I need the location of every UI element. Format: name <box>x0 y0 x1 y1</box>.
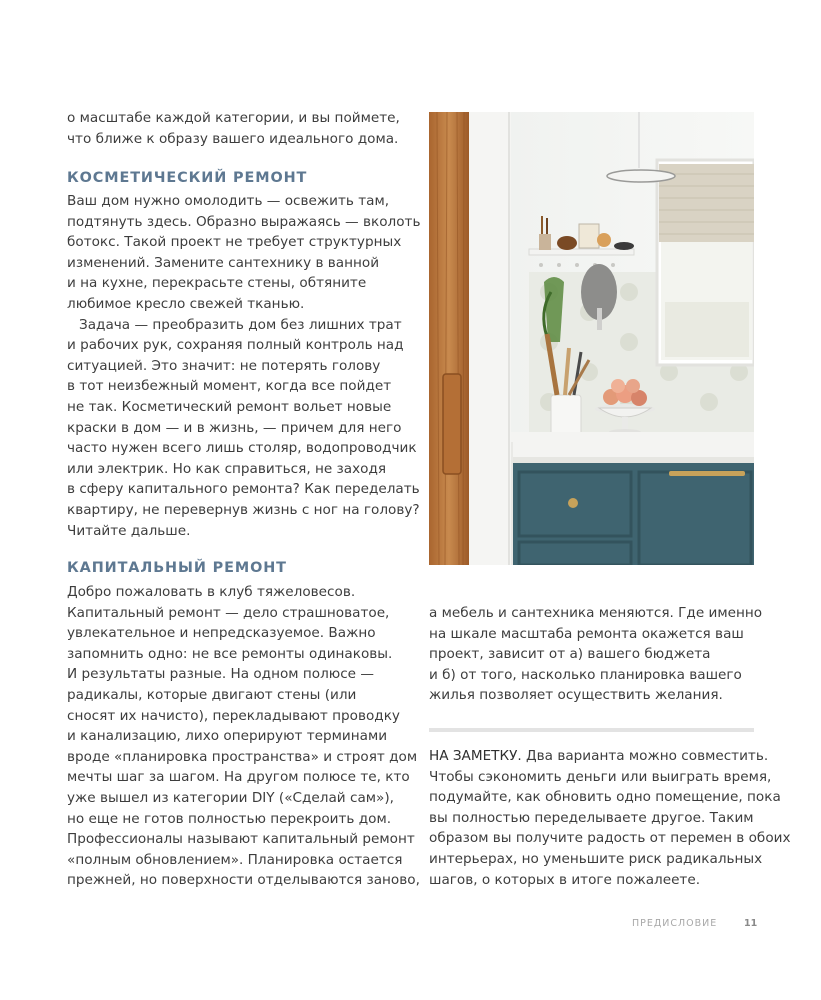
body-line: Ваш дом нужно омолодить — освежить там, <box>67 193 390 209</box>
note-box <box>429 746 791 890</box>
note-line: Чтобы сэкономить деньги или выиграть время, <box>429 768 772 785</box>
body-line: ситуацией. Это значит: не потерять голову <box>67 357 381 374</box>
note-title: НА ЗАМЕТКУ. <box>429 748 522 764</box>
section-capital-body <box>67 582 420 891</box>
page-number: 11 <box>744 918 758 929</box>
section-capital <box>67 558 287 578</box>
body-line: Капитальный ремонт — дело страшноватое, <box>67 604 390 621</box>
note-line: подумайте, как обновить одно помещение, пока <box>429 789 781 806</box>
body-line: уже вышел из категории DIY («Сделай сам»), <box>67 789 394 806</box>
section-heading-cosmetic: КОСМЕТИЧЕСКИЙ РЕМОНТ <box>67 170 308 186</box>
body-line: и на кухне, перекрасьте стены, обтяните <box>67 275 367 292</box>
body-line: а мебель и сантехника меняются. Где именно <box>429 605 763 621</box>
body-line: краски в дом — и в жизнь, — причем для него <box>67 419 402 436</box>
body-line: в сферу капитального ремонта? Как переделать <box>67 481 420 498</box>
body-line: квартиру, не перевернув жизнь с ног на голову? <box>67 501 420 518</box>
body-line: ботокс. Такой проект не требует структурных <box>67 234 402 251</box>
body-line: жилья позволяет осуществить желания. <box>429 687 723 704</box>
body-line: не так. Косметический ремонт вольет новые <box>67 398 392 415</box>
body-line: запомнить одно: не все ремонты одинаковы. <box>67 645 393 662</box>
body-line: в тот неизбежный момент, когда все пойдет <box>67 378 392 395</box>
body-line: Задача — преобразить дом без лишних трат <box>79 316 402 333</box>
body-line: Добро пожаловать в клуб тяжеловесов. <box>67 584 356 600</box>
body-line: Профессионалы называют капитальный ремонт <box>67 831 415 848</box>
note-line: интерьерах, но уменьшите риск радикальных <box>429 850 763 867</box>
body-line: «полным обновлением». Планировка остается <box>67 851 403 868</box>
body-line: часто нужен всего лишь столяр, водопроводчик <box>67 440 417 457</box>
section-cosmetic <box>67 168 307 188</box>
note-line: образом вы получите радость от перемен в обоих <box>429 830 791 847</box>
body-line: проект, зависит от а) вашего бюджета <box>429 646 711 663</box>
body-line: прежней, но поверхности отделываются заново, <box>67 872 420 889</box>
body-line: радикалы, которые двигают стены (или <box>67 686 357 703</box>
body-line: подтянуть здесь. Образно выражаясь — вколоть <box>67 213 421 230</box>
body-line: мечты шаг за шагом. На другом полюсе те, кто <box>67 769 410 786</box>
note-divider <box>429 728 754 732</box>
left-column <box>67 108 400 149</box>
body-line: сносят их начисто), перекладывают проводку <box>67 707 400 724</box>
body-line: вроде «планировка пространства» и строят дом <box>67 748 418 765</box>
body-line: и б) от того, насколько планировка вашего <box>429 666 742 683</box>
body-line: Читайте дальше. <box>67 522 191 539</box>
body-line: или электрик. Но как справиться, не заходя <box>67 460 387 477</box>
body-line: изменений. Замените сантехнику в ванной <box>67 254 380 271</box>
body-line: и канализацию, лихо оперируют терминами <box>67 728 388 745</box>
note-first-line <box>429 746 791 767</box>
body-line: но еще не готов полностью перекроить дом. <box>67 810 392 827</box>
note-first-line-text: Два варианта можно совместить. <box>521 748 769 764</box>
right-continuation <box>429 603 762 706</box>
footer-section-label: ПРЕДИСЛОВИЕ <box>632 918 718 929</box>
intro-line: что ближе к образу вашего идеального дома. <box>67 130 399 147</box>
body-line: И результаты разные. На одном полюсе — <box>67 666 374 683</box>
body-line: и рабочих рук, сохраняя полный контроль над <box>67 337 404 354</box>
section-cosmetic-body <box>67 191 420 541</box>
section-heading-capital: КАПИТАЛЬНЫЙ РЕМОНТ <box>67 560 287 576</box>
body-line: на шкале масштаба ремонта окажется ваш <box>429 625 744 642</box>
note-line: вы полностью переделываете другое. Таким <box>429 809 754 826</box>
body-line: увлекательное и непредсказуемое. Важно <box>67 625 376 642</box>
intro-line: о масштабе каждой категории, и вы поймете, <box>67 110 400 126</box>
body-line: любимое кресло свежей тканью. <box>67 295 305 312</box>
note-line: шагов, о которых в итоге пожалеете. <box>429 871 701 888</box>
kitchen-photo <box>429 112 754 565</box>
